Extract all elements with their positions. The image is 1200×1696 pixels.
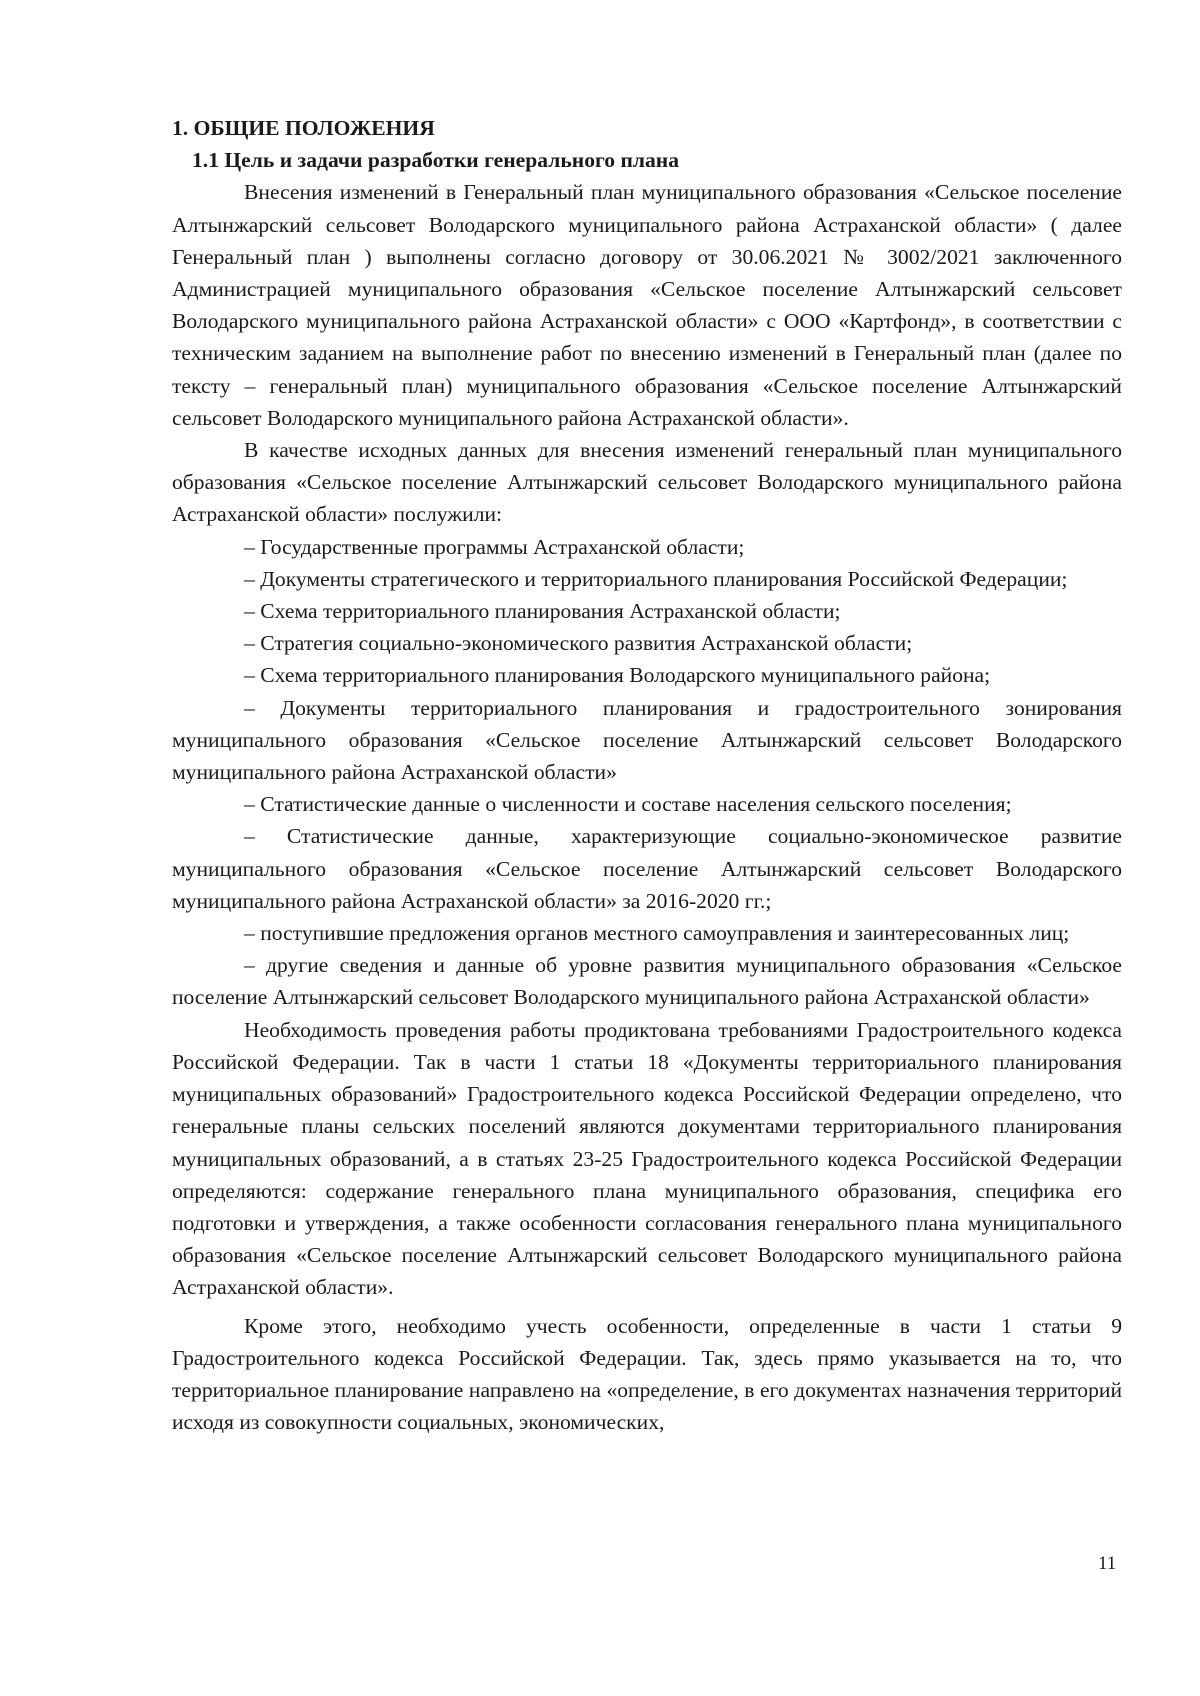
list-item: – поступившие предложения органов местного самоуправления и заинтересованных лиц;: [244, 921, 1070, 946]
paragraph-source-data: В качестве исходных данных для внесения изменений генеральный план муниципального образования «Сельское поселение Алтынжарский сельсовет Володарского муниципального района Астраханской области» послужили:: [172, 438, 1122, 527]
paragraph-additional: Кроме этого, необходимо учесть особенности, определенные в части 1 статьи 9 Градостроительного кодекса Российской Федерации. Так, здесь прямо указывается на то, что территориальное планирование направлено на «определение, в его документах назначения территорий исходя из совокупности социальных, экономических,: [172, 1313, 1122, 1435]
page-number: 11: [1098, 1553, 1117, 1574]
list-item: – другие сведения и данные об уровне развития муниципального образования «Сельское поселение Алтынжарский сельсовет Володарского муниципального района Астраханской области»: [172, 953, 1122, 1010]
subsection-heading: 1.1 Цель и задачи разработки генерального плана: [192, 148, 680, 173]
section-heading: 1. ОБЩИЕ ПОЛОЖЕНИЯ: [172, 116, 435, 140]
list-item: – Статистические данные, характеризующие социально-экономическое развитие муниципального образования «Сельское поселение Алтынжарский сельсовет Володарского муниципального района Астраханской области» за 2016-2020 гг.;: [172, 824, 1122, 913]
list-item: – Схема территориального планирования Астраханской области;: [244, 599, 841, 624]
list-item: – Схема территориального планирования Володарского муниципального района;: [244, 663, 991, 688]
list-item: – Документы территориального планирования и градостроительного зонирования муниципального образования «Сельское поселение Алтынжарский сельсовет Володарского муниципального района Астраханской области»: [172, 695, 1122, 785]
list-item: – Статистические данные о численности и составе населения сельского поселения;: [244, 792, 1012, 817]
paragraph-necessity: Необходимость проведения работы продиктована требованиями Градостроительного кодекса Российской Федерации. Так в части 1 статьи 18 «Документы территориального планирования муниципальных образований» Градостроительного кодекса Российской Федерации определено, что генеральные планы сельских поселений являются документами территориального планирования муниципальных образований, а в статьях 23-25 Градостроительного кодекса Российской Федерации определяются: содержание генерального плана муниципального образования, специфика его подготовки и утверждения, а также особенности согласования генерального плана муниципального образования «Сельское поселение Алтынжарский сельсовет Володарского муниципального района Астраханской области».: [172, 1017, 1122, 1300]
paragraph-intro: Внесения изменений в Генеральный план муниципального образования «Сельское поселение Алтынжарский сельсовет Володарского муниципального района Астраханской области» ( далее Генеральный план ) выполнены согласно договору от 30.06.2021 № 3002/2021 заключенного Администрацией муниципального образования «Сельское поселение Алтынжарский сельсовет Володарского муниципального района Астраханской области» с ООО «Картфонд», в соответствии с техническим заданием на выполнение работ по внесению изменений в Генеральный план (далее по тексту – генеральный план) муниципального образования «Сельское поселение Алтынжарский сельсовет Володарского муниципального района Астраханской области».: [172, 180, 1122, 430]
list-item: – Государственные программы Астраханской области;: [244, 534, 745, 559]
list-item: – Документы стратегического и территориального планирования Российской Федерации;: [244, 566, 1068, 591]
document-page: [172, 112, 1122, 1438]
list-item: – Стратегия социально-экономического развития Астраханской области;: [244, 631, 913, 656]
